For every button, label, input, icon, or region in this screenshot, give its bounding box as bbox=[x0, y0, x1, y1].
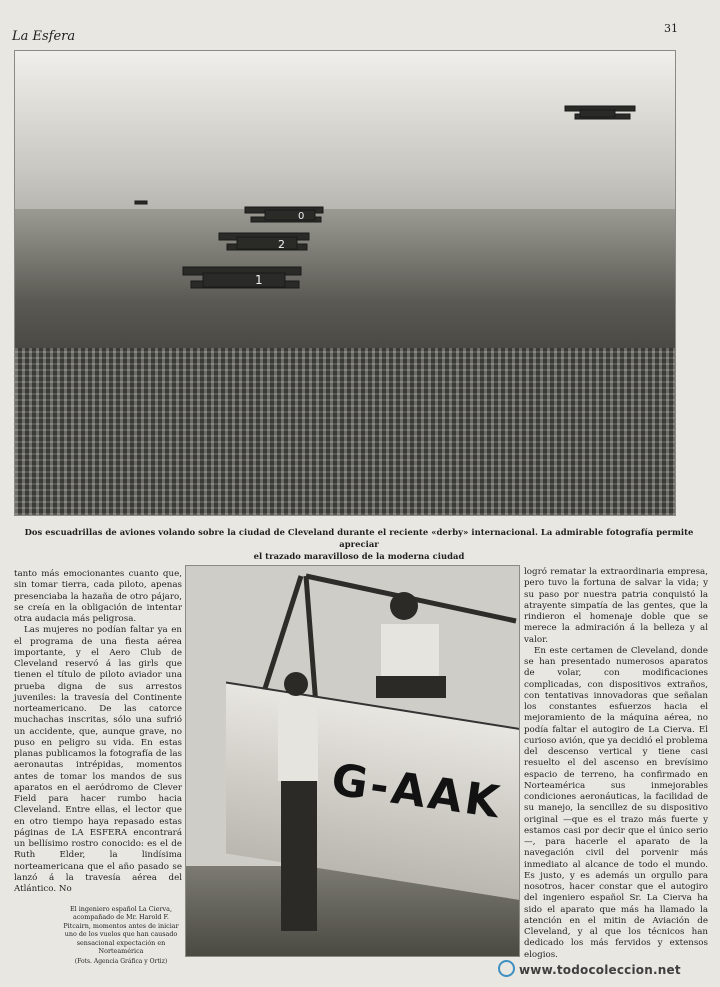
right-paragraph-1: logró rematar la extraordinaria empresa, pero tuvo la fortuna de salvar la vida; y su paso por nuestra patria conquistó la atrayente simpatía de las gentes, que la rindieron el homenaje doble que se merece la admiración á la belleza y al valor. bbox=[524, 567, 708, 645]
watermark-text: www.todocoleccion.net bbox=[519, 963, 681, 977]
biplanes-illustration bbox=[15, 51, 675, 515]
top-caption-line-2: el trazado maravilloso de la moderna ciudad bbox=[253, 551, 465, 561]
plane-number-1: 1 bbox=[255, 273, 263, 287]
la-cierva-autogiro-photo bbox=[185, 565, 520, 957]
people-illustration bbox=[186, 566, 519, 956]
cleveland-aerial-photo bbox=[14, 50, 676, 516]
right-text-column bbox=[524, 567, 708, 961]
center-photo-caption: El ingeniero español La Cierva, acompañado de Mr. Harold F. Pitcairn, momentos antes de iniciar uno de los vuelos que han causado sensacional expectación en Norteamérica bbox=[63, 905, 179, 956]
photo-credit: (Fots. Agencia Gráfica y Ortiz) bbox=[74, 958, 168, 965]
aircraft-registration: G-AAK bbox=[328, 754, 506, 829]
left-text-column bbox=[14, 569, 182, 895]
logo-icon bbox=[498, 960, 515, 977]
watermark bbox=[498, 960, 681, 977]
left-paragraph-1: tanto más emocionantes cuanto que, sin tomar tierra, cada piloto, apenas presenciaba la hazaña de otro pájaro, se creía en la obligación de intentar otra audacia más peligrosa. bbox=[14, 569, 182, 624]
top-caption-line-1: Dos escuadrillas de aviones volando sobre la ciudad de Cleveland durante el reciente «derby» internacional. La admirable fotografía permite apreciar bbox=[24, 527, 694, 549]
top-photo-caption bbox=[14, 526, 704, 562]
right-paragraph-2: En este certamen de Cleveland, donde se han presentado numerosos aparatos de volar, con modificaciones complicadas, con dispositivos extraños, con tentativas innovadoras que señalan los constantes esfuerzos hacia el mejoramiento de la máquina aérea, no podía faltar el autogiro de La Cierva. El curioso avión, que ya decidió el problema del descenso vertical y tiene casi resuelto el del ascenso en brevísimo espacio de terreno, ha confirmado en Norteamérica sus inmejorables condiciones aeronáuticas, la facilidad de su manejo, la sencillez de su dispositivo original —que es el trazo más fuerte y estamos casi por decir que el único serio—, para hacerle el aparato de la navegación civil del porvenir más inmediato al alcance de todo el mundo. Es justo, y es además un orgullo para nosotros, hacer constar que el autogiro del ingeniero español Sr. La Cierva ha sido el aparato que más ha llamado la atención en el mitin de Aviación de Cleveland, y al que los técnicos han dedicado los más fervidos y extensos elogios. bbox=[524, 645, 708, 960]
page-number: 31 bbox=[664, 22, 678, 35]
magazine-title: La Esfera bbox=[12, 29, 76, 44]
plane-number-2: 2 bbox=[278, 238, 285, 251]
left-paragraph-2: Las mujeres no podían faltar ya en el programa de una fiesta aérea importante, y el Aero Club de Cleveland reservó á las girls que tienen el título de piloto aviador una prueba digna de sus arrestos juveniles: la travesía del Continente norteamericano. De las catorce muchachas inscritas, sólo una sufrió un accidente, que, aunque grave, no puso en peligro su vida. En estas planas publicamos la fotografía de las aeronautas intrépidas, momentos antes de tomar los mandos de sus aparatos en el aeródromo de Clever Field para hacer rumbo hacia Cleveland. Entre ellas, el lector que en otro tiempo haya repasado estas páginas de LA ESFERA encontrará un bellísimo rostro conocido: es el de Ruth Elder, la lindísima norteamericana que el año pasado se lanzó á la travesía aérea del Atlántico. No bbox=[14, 625, 182, 894]
plane-number-0: 0 bbox=[298, 211, 305, 222]
